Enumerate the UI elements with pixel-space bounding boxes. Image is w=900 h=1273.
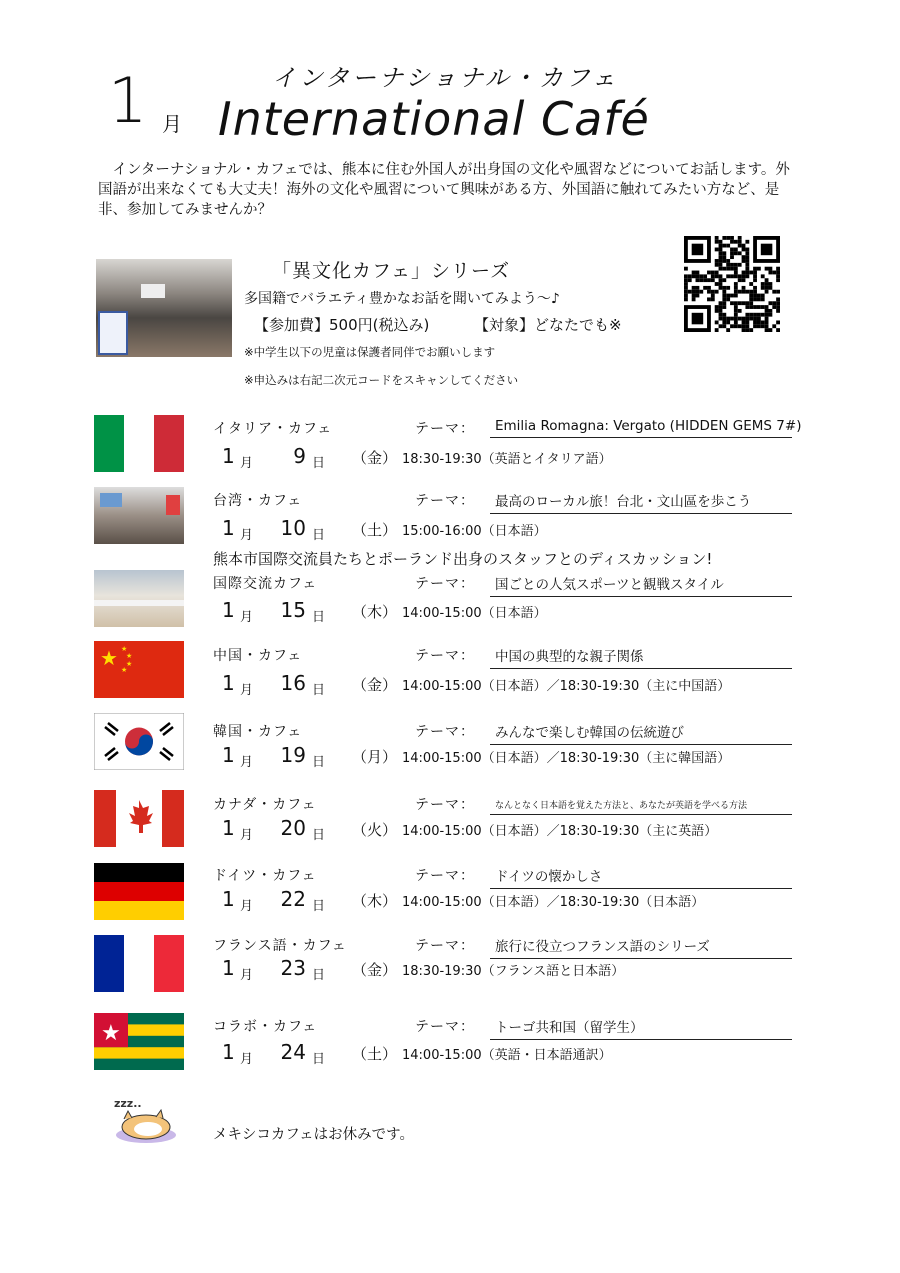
day-label: 日 bbox=[312, 968, 326, 983]
event-time: 14:00-15:00（日本語）／18:30-19:30（主に中国語） bbox=[402, 679, 731, 694]
event-time: 18:30-19:30（フランス語と日本語） bbox=[402, 964, 625, 979]
event-theme: トーゴ共和国（留学生） bbox=[490, 1016, 792, 1040]
svg-text:★: ★ bbox=[101, 1021, 121, 1046]
theme-label: テーマ： bbox=[415, 576, 475, 592]
flag-italy-icon bbox=[94, 415, 184, 472]
weekday: （月） bbox=[352, 748, 398, 766]
month-label: 月 bbox=[240, 1052, 254, 1067]
special-note: 熊本市国際交流員たちとポーランド出身のスタッフとのディスカッション! bbox=[213, 550, 713, 568]
day: 16 bbox=[280, 671, 306, 695]
event-time: 14:00-15:00（日本語）／18:30-19:30（主に英語） bbox=[402, 824, 718, 839]
event-theme: なんとなく日本語を覚えた方法と、あなたが英語を学べる方法 bbox=[490, 794, 792, 815]
month: 1 bbox=[222, 671, 235, 695]
svg-text:★: ★ bbox=[126, 652, 133, 660]
event-name: 中国・カフェ bbox=[213, 648, 303, 664]
event-theme: 中国の典型的な親子関係 bbox=[490, 645, 792, 669]
day-label: 日 bbox=[312, 828, 326, 843]
month: 1 bbox=[222, 1040, 235, 1064]
event-time: 14:00-15:00（日本語） bbox=[402, 606, 547, 621]
event-name: イタリア・カフェ bbox=[213, 421, 333, 437]
event-name: 韓国・カフェ bbox=[213, 724, 303, 740]
month: 1 bbox=[222, 887, 235, 911]
month: 1 bbox=[222, 598, 235, 622]
day: 23 bbox=[280, 956, 306, 980]
event-time: 18:30-19:30（英語とイタリア語） bbox=[402, 452, 612, 467]
month-label: 月 bbox=[240, 610, 254, 625]
day-label: 日 bbox=[312, 610, 326, 625]
series-title: 「異文化カフェ」シリーズ bbox=[272, 260, 511, 282]
day-label: 日 bbox=[312, 528, 326, 543]
event-theme: みんなで楽しむ韓国の伝統遊び bbox=[490, 721, 792, 745]
flag-germany-icon bbox=[94, 863, 184, 920]
intro-text: インターナショナル・カフェでは、熊本に住む外国人が出身国の文化や風習などについてお話します。外国語が出来なくても大丈夫！海外の文化や風習について興味がある方、外国語に触れてみたい方など、是非、参加してみませんか？ bbox=[98, 162, 790, 218]
day-label: 日 bbox=[312, 755, 326, 770]
svg-text:★: ★ bbox=[121, 645, 128, 653]
month-number: 1 bbox=[108, 64, 148, 137]
month-label: 月 bbox=[240, 968, 254, 983]
event-theme: Emilia Romagna: Vergato (HIDDEN GEMS 7#) bbox=[490, 418, 792, 438]
flag-korea-icon bbox=[94, 713, 184, 770]
closed-note: メキシコカフェはお休みです。 bbox=[213, 1127, 414, 1143]
month-label: 月 bbox=[240, 528, 254, 543]
month: 1 bbox=[222, 444, 235, 468]
event-theme: ドイツの懐かしさ bbox=[490, 865, 792, 889]
weekday: （木） bbox=[352, 892, 398, 910]
event-theme: 旅行に役立つフランス語のシリーズ bbox=[490, 935, 792, 959]
month-label: 月 bbox=[240, 899, 254, 914]
month: 1 bbox=[222, 956, 235, 980]
event-date bbox=[222, 956, 624, 983]
note-apply: ※申込みは右記二次元コードをスキャンしてください bbox=[244, 373, 519, 387]
cat-zzz: zzz.. bbox=[114, 1097, 142, 1110]
day-label: 日 bbox=[312, 683, 326, 698]
weekday: （金） bbox=[352, 449, 398, 467]
series-description: 多国籍でバラエティ豊かなお話を聞いてみよう～♪ bbox=[244, 291, 560, 307]
event-date bbox=[222, 816, 717, 843]
theme-label: テーマ： bbox=[415, 648, 475, 664]
day: 9 bbox=[293, 444, 306, 468]
theme-label: テーマ： bbox=[415, 868, 475, 884]
theme-label: テーマ： bbox=[415, 938, 475, 954]
theme-label: テーマ： bbox=[415, 724, 475, 740]
day: 20 bbox=[280, 816, 306, 840]
event-date bbox=[222, 887, 704, 914]
weekday: （土） bbox=[352, 1045, 398, 1063]
month-label: 月 bbox=[240, 456, 254, 471]
weekday: （木） bbox=[352, 603, 398, 621]
flag-china-icon bbox=[94, 641, 184, 698]
event-theme: 国ごとの人気スポーツと観戦スタイル bbox=[490, 573, 792, 597]
theme-label: テーマ： bbox=[415, 797, 475, 813]
month: 1 bbox=[222, 516, 235, 540]
event-date bbox=[222, 598, 547, 625]
fee: 【参加費】500円(税込み) bbox=[254, 316, 430, 334]
theme-label: テーマ： bbox=[415, 1019, 475, 1035]
event-theme: 最高のローカル旅！台北・文山區を歩こう bbox=[490, 490, 792, 514]
event-name: 台湾・カフェ bbox=[213, 493, 303, 509]
svg-text:★: ★ bbox=[100, 646, 118, 670]
month: 1 bbox=[222, 816, 235, 840]
day: 24 bbox=[280, 1040, 306, 1064]
day-label: 日 bbox=[312, 899, 326, 914]
weekday: （金） bbox=[352, 676, 398, 694]
flag-discussion-photo-icon bbox=[94, 570, 184, 627]
weekday: （金） bbox=[352, 961, 398, 979]
flag-canada-icon bbox=[94, 790, 184, 847]
month-kanji: 月 bbox=[162, 112, 182, 136]
month-label: 月 bbox=[240, 755, 254, 770]
event-date bbox=[222, 444, 612, 471]
theme-label: テーマ： bbox=[415, 421, 475, 437]
event-time: 14:00-15:00（英語・日本語通訳） bbox=[402, 1048, 612, 1063]
event-time: 15:00-16:00（日本語） bbox=[402, 524, 547, 539]
flag-france-icon bbox=[94, 935, 184, 992]
svg-text:★: ★ bbox=[126, 660, 133, 668]
sleeping-cat-icon bbox=[110, 1095, 180, 1147]
flag-taiwan-photo-icon bbox=[94, 487, 184, 544]
event-name: フランス語・カフェ bbox=[213, 938, 347, 954]
svg-text:★: ★ bbox=[121, 666, 128, 674]
qr-code[interactable] bbox=[684, 236, 780, 332]
event-date bbox=[222, 743, 730, 770]
event-name: コラボ・カフェ bbox=[213, 1019, 318, 1035]
event-date bbox=[222, 1040, 612, 1067]
month-label: 月 bbox=[240, 683, 254, 698]
target-audience: 【対象】どなたでも※ bbox=[474, 316, 622, 334]
note-guardian: ※中学生以下の児童は保護者同伴でお願いします bbox=[244, 345, 496, 359]
subtitle-kana: インターナショナル・カフェ bbox=[272, 64, 619, 92]
page-title: International Café bbox=[218, 92, 650, 146]
day-label: 日 bbox=[312, 456, 326, 471]
cafe-photo bbox=[96, 259, 232, 357]
day: 15 bbox=[280, 598, 306, 622]
month-label: 月 bbox=[240, 828, 254, 843]
day-label: 日 bbox=[312, 1052, 326, 1067]
event-name: 国際交流カフェ bbox=[213, 576, 318, 592]
event-time: 14:00-15:00（日本語）／18:30-19:30（日本語） bbox=[402, 895, 705, 910]
weekday: （土） bbox=[352, 521, 398, 539]
event-name: カナダ・カフェ bbox=[213, 797, 317, 813]
day: 22 bbox=[280, 887, 306, 911]
day: 10 bbox=[280, 516, 306, 540]
weekday: （火） bbox=[352, 821, 398, 839]
event-name: ドイツ・カフェ bbox=[213, 868, 317, 884]
flag-togo-icon bbox=[94, 1013, 184, 1070]
month: 1 bbox=[222, 743, 235, 767]
event-date bbox=[222, 516, 547, 543]
day: 19 bbox=[280, 743, 306, 767]
event-time: 14:00-15:00（日本語）／18:30-19:30（主に韓国語） bbox=[402, 751, 731, 766]
event-date bbox=[222, 671, 730, 698]
theme-label: テーマ： bbox=[415, 493, 475, 509]
